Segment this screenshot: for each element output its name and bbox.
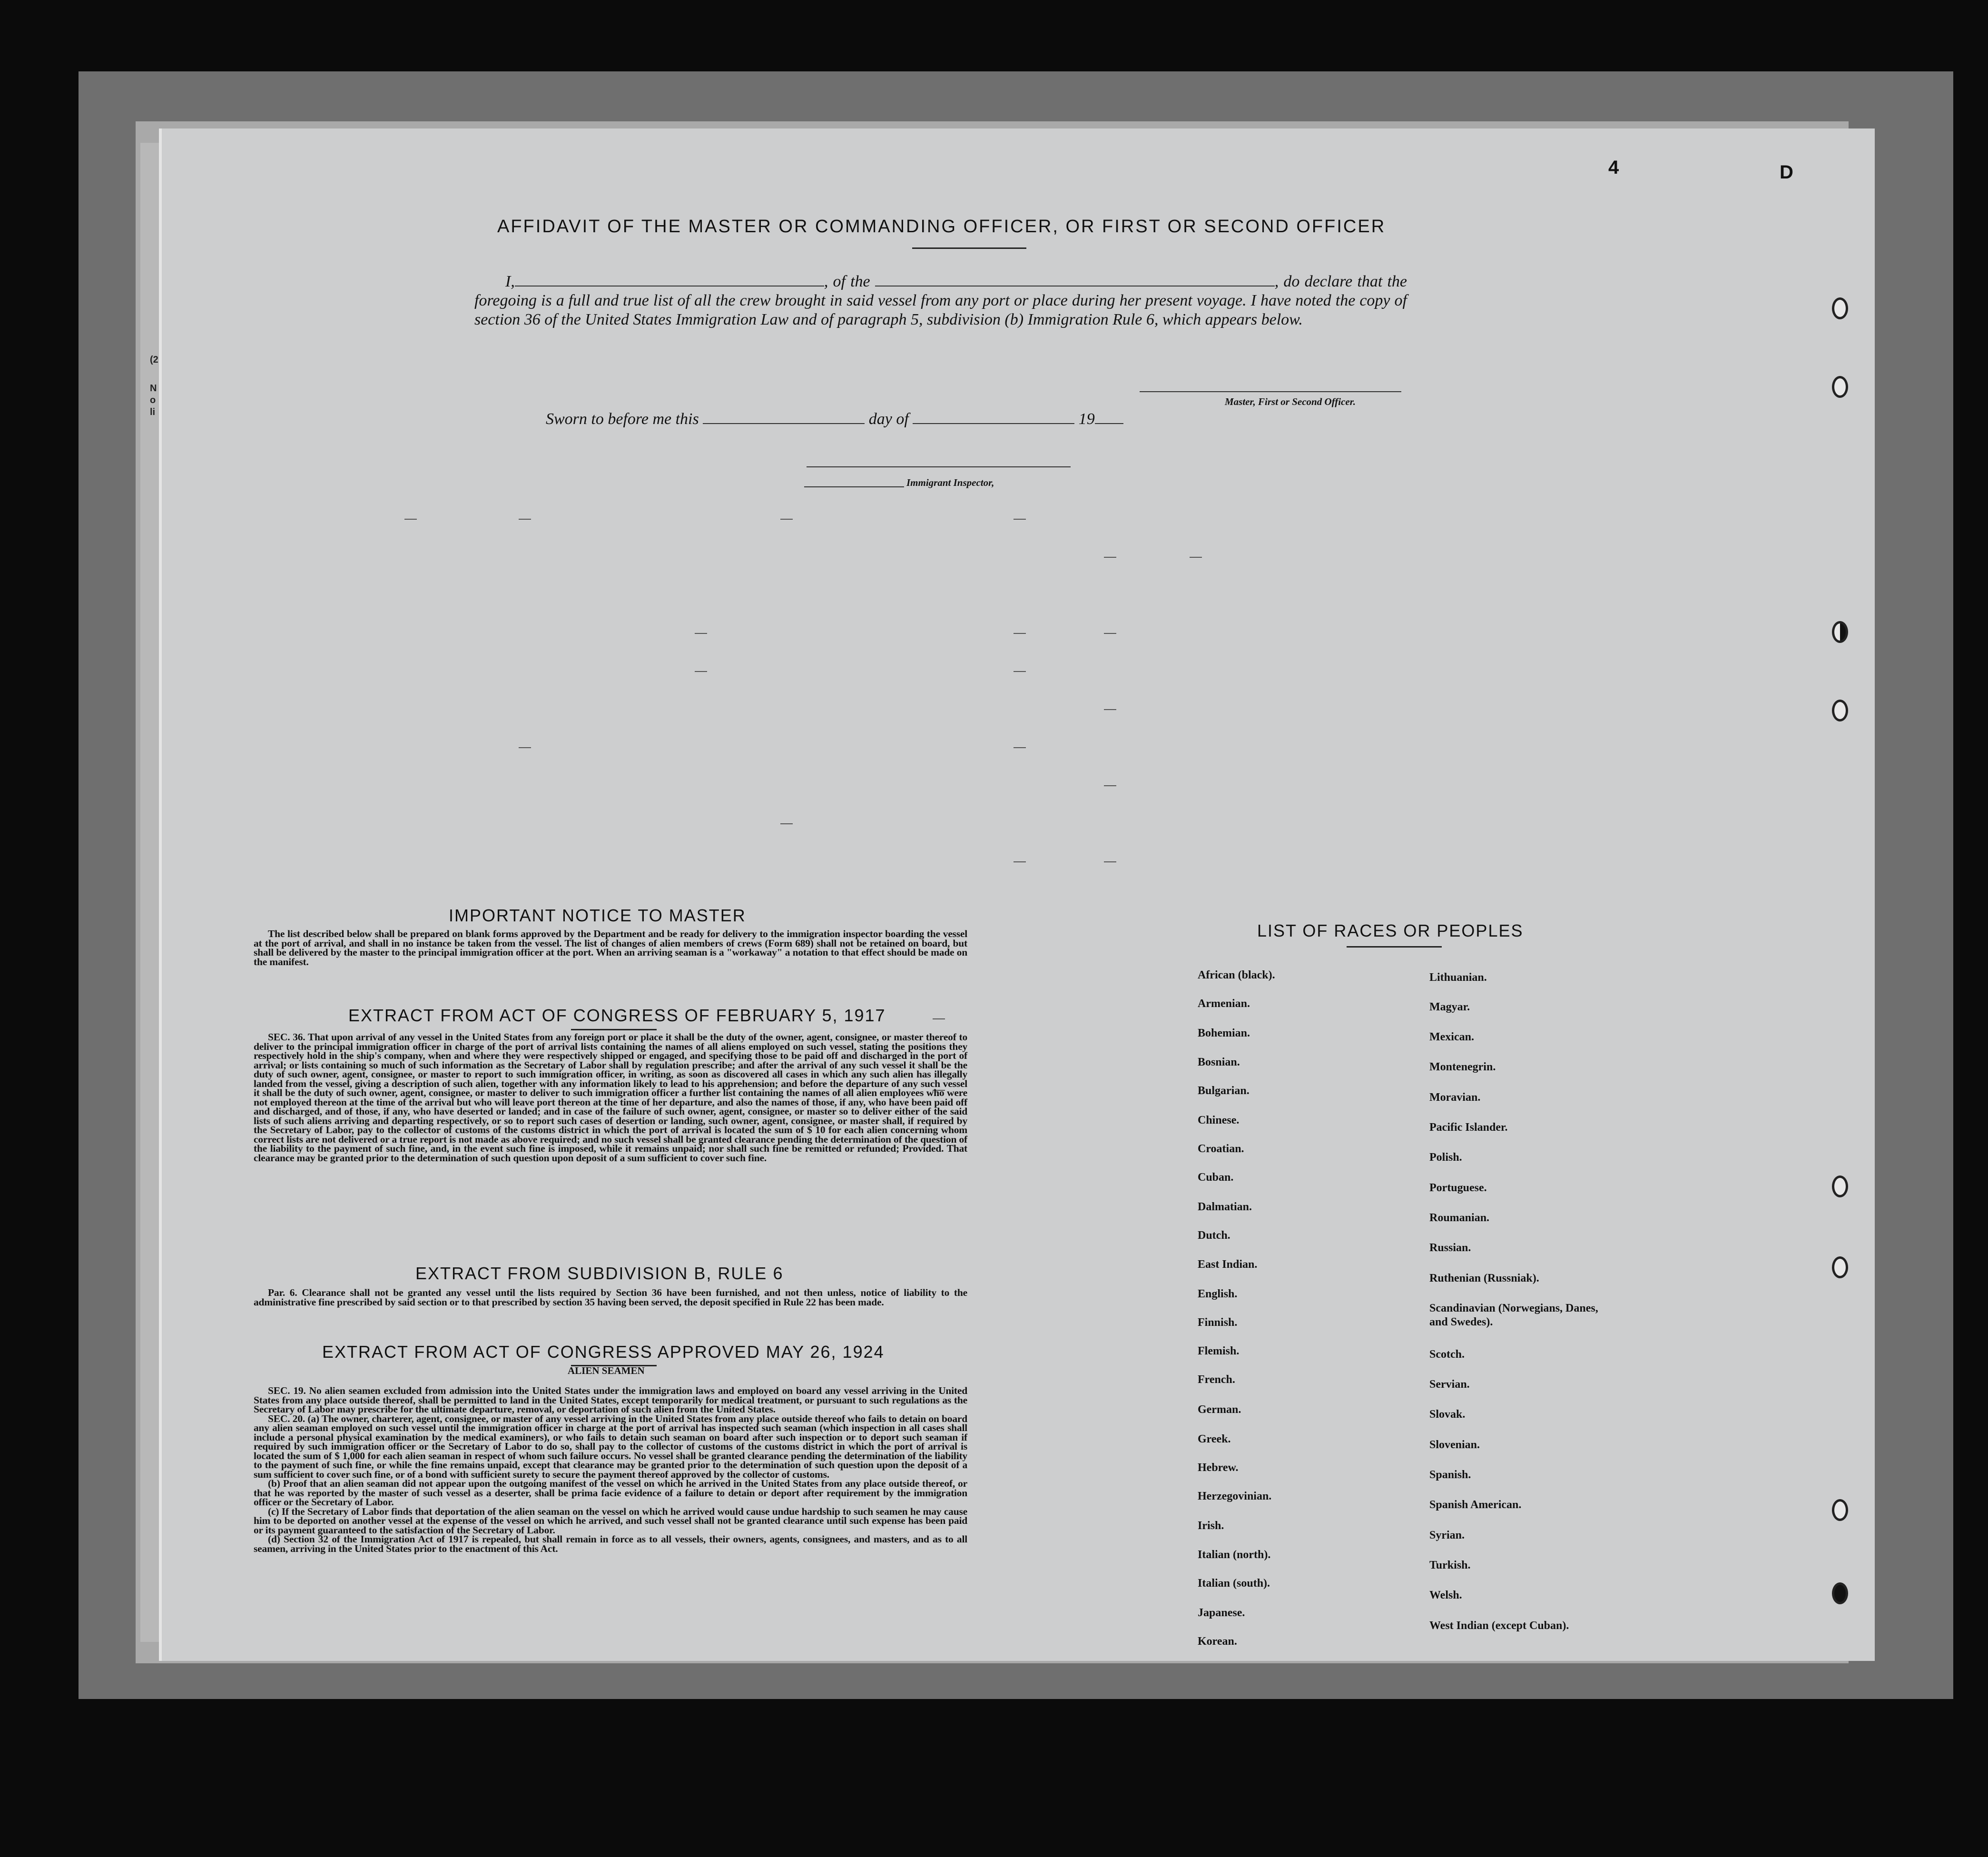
- race-item: German.: [1198, 1403, 1241, 1416]
- race-item: Magyar.: [1429, 1001, 1470, 1013]
- punch-hole-icon: [1832, 1499, 1848, 1521]
- race-item: Welsh.: [1429, 1589, 1462, 1601]
- race-item: Greek.: [1198, 1433, 1231, 1445]
- dash-mark: [404, 519, 417, 520]
- sub-d-paragraph: (d) Section 32 of the Immigration Act of 1917 is repealed, but shall remain in force as to all vessels, their owners, agents, consignees, and masters, and as to all seamen, arriving in the United States prior to the enactment of this Act.: [254, 1533, 967, 1554]
- punch-hole-icon: [1832, 1256, 1848, 1278]
- sec-20-paragraph: SEC. 20. (a) The owner, charterer, agent, consignee, or master of any vessel arriving in the United States from any place outside thereof who fails to detain on board any alien seaman employed on such vessel until the immigration officer in charge at the port of arrival has inspected such seaman (which inspection in all cases shall include a personal physical examination by the medical examiners), or who fails to detain such seaman on board after such inspection or to deport such seaman if required by such immigration officer or the Secretary of Labor to do so, shall pay to the collector of customs of the customs district in which the port of arrival is located the sum of $ 1,000 for each alien seaman in respect of whom such failure occurs. No vessel shall be granted clearance pending the determination of the liability to the payment of such fine, or while the fine remains unpaid, except that clearance may be granted prior to the determination of such question upon the deposit of a sum sufficient to cover such fine, or of a bond with sufficient surety to secure the payment thereof approved by the collector of customs.: [254, 1413, 967, 1480]
- day-of-label: day of: [868, 410, 909, 428]
- extract-1924-text: [254, 1386, 967, 1553]
- dash-mark: [1190, 557, 1202, 558]
- sec-19-paragraph: SEC. 19. No alien seamen excluded from admission into the United States under the immigration laws and employed on board any vessel arriving in the United States from any place outside thereof, shall be permitted to land in the United States, except temporarily for medical treatment, or pursuant to such regulations as the Secretary of Labor may prescribe for the ultimate departure, removal, or deportation of such alien from the United States.: [254, 1385, 967, 1415]
- race-item: Roumanian.: [1429, 1212, 1490, 1224]
- notice-text: [254, 929, 967, 967]
- dash-mark: [1104, 785, 1116, 786]
- par-6-paragraph: Par. 6. Clearance shall not be granted any vessel until the lists required by Section 36 have been furnished, and not then unless, notice of liability to the administrative fine prescribed by said section or to that prescribed by section 35 having been served, the deposit specified in Rule 22 has been made.: [254, 1287, 967, 1308]
- declaration-paragraph: [474, 272, 1407, 329]
- strip-mark: (2: [150, 355, 158, 365]
- affidavit-title: AFFIDAVIT OF THE MASTER OR COMMANDING OFFICER, OR FIRST OR SECOND OFFICER: [497, 217, 1386, 237]
- race-item: Polish.: [1429, 1151, 1462, 1164]
- race-item: Italian (north).: [1198, 1549, 1271, 1561]
- inspector-line[interactable]: [807, 466, 1071, 467]
- title-underline: [912, 247, 1026, 249]
- sworn-line: [546, 410, 1123, 428]
- dash-mark: [780, 823, 793, 824]
- dash-mark: [933, 1018, 945, 1019]
- subdivision-text: [254, 1288, 967, 1307]
- race-item: Bulgarian.: [1198, 1085, 1250, 1097]
- race-item: Montenegrin.: [1429, 1061, 1496, 1073]
- race-item: Slovak.: [1429, 1408, 1466, 1421]
- corner-mark: 4: [1608, 157, 1619, 178]
- race-item: Croatian.: [1198, 1143, 1244, 1155]
- extract-1917-heading: EXTRACT FROM ACT OF CONGRESS OF FEBRUARY 5, 1917: [348, 1006, 886, 1025]
- race-item: Moravian.: [1429, 1091, 1481, 1104]
- dash-mark: [695, 671, 707, 672]
- race-item: Scandinavian (Norwegians, Danes, and Swedes).: [1429, 1302, 1598, 1328]
- punch-hole-icon: [1832, 1175, 1848, 1197]
- race-item: Mexican.: [1429, 1031, 1474, 1043]
- notice-heading: IMPORTANT NOTICE TO MASTER: [449, 906, 746, 925]
- race-item: Slovenian.: [1429, 1439, 1480, 1451]
- signature-label: Master, First or Second Officer.: [1225, 396, 1356, 407]
- race-item: West Indian (except Cuban).: [1429, 1620, 1569, 1632]
- sub-b-paragraph: (b) Proof that an alien seaman did not appear upon the outgoing manifest of the vessel on which he arrived in the United States from any place outside thereof, or that he was reported by the master of such vessel as a deserter, shall be prima facie evidence of a failure to detain or deport after requirement by the immigration officer or the Secretary of Labor.: [254, 1478, 967, 1508]
- race-item: Lithuanian.: [1429, 971, 1487, 984]
- race-item: Cuban.: [1198, 1171, 1234, 1184]
- corner-mark: D: [1780, 162, 1793, 183]
- punch-hole-icon: [1832, 621, 1848, 643]
- race-item: Finnish.: [1198, 1316, 1238, 1329]
- race-item: Servian.: [1429, 1378, 1470, 1391]
- alien-seamen-subheading: ALIEN SEAMEN: [568, 1365, 645, 1376]
- race-item: Herzegovinian.: [1198, 1490, 1272, 1502]
- extract-1917-text: [254, 1033, 967, 1163]
- punch-hole-icon: [1832, 376, 1848, 398]
- dash-mark: [780, 519, 793, 520]
- race-item: Bohemian.: [1198, 1027, 1250, 1039]
- race-item: Armenian.: [1198, 998, 1250, 1010]
- race-item: African (black).: [1198, 969, 1275, 981]
- race-item: Syrian.: [1429, 1529, 1465, 1541]
- declaration-text: that the foregoing is a full and true list of all the crew brought in said vessel from any port or place during her present voyage. I have noted the copy of section 36 of the United States Immigration Law and of paragraph 5, subdivision (b) Immigration Rule 6, which appears below.: [474, 273, 1407, 328]
- section-36-paragraph: SEC. 36. That upon arrival of any vessel in the United States from any foreign port or place it shall be the duty of the owner, agent, consignee, or master thereof to deliver to the principal immigration officer in charge of the port of arrival lists containing the names of all aliens employed on such vessel, stating the positions they respectively hold in the ship's company, when and where they were respectively shipped or engaged, and specifying those to be paid off and discharged in the port of arrival; or lists containing so much of such information as the Secretary of Labor shall by regulation prescribe; and after the arrival of any such vessel it shall be the duty of such owner, agent, consignee, or master to report to such immigration officer, in writing, as soon as discovered all cases in which any such alien has illegally landed from the vessel, giving a description of such alien, together with any information likely to lead to his apprehension; and before the departure of any such vessel it shall be the duty of such owner, agent, consignee, or master to deliver to such immigration officer a further list containing the names of all alien employees who were not employed thereon at the time of the arrival but who will leave port thereon at the time of her departure, and also the names of those, if any, who have been paid off and discharged, and of those, if any, who have deserted or landed; and in case of the failure of such owner, agent, consignee, or master so to deliver either of the said lists of such aliens arriving and departing respectively, or so to report such cases of desertion or landing, such owner, agent, consignee, or master shall, if required by the Secretary of Labor, pay to the collector of customs of the customs district in which the port of arrival is located the sum of $ 10 for each alien concerning whom correct lists are not delivered or a true report is not made as above required; and no such vessel shall be granted clearance pending the determination of the question of the liability to the payment of such fine, and, in the event such fine is imposed, while it remains unpaid; nor shall such fine be remitted or refunded; Provided. That clearance may be granted prior to the determination of such question upon deposit of a sum sufficient to cover such fine.: [254, 1031, 967, 1164]
- punch-hole-icon: [1832, 700, 1848, 721]
- strip-mark: N: [150, 383, 157, 394]
- day-field[interactable]: [703, 423, 865, 424]
- race-item: Spanish American.: [1429, 1499, 1522, 1511]
- month-field[interactable]: [913, 423, 1074, 424]
- signature-line[interactable]: [1140, 391, 1401, 392]
- race-item: Portuguese.: [1429, 1182, 1487, 1194]
- dash-mark: [1104, 557, 1116, 558]
- race-item: Chinese.: [1198, 1114, 1240, 1126]
- i-label: I,: [505, 273, 515, 290]
- races-heading: LIST OF RACES OR PEOPLES: [1257, 921, 1524, 940]
- dash-mark: [1104, 709, 1116, 710]
- left-margin-strip: [140, 143, 159, 1642]
- of-the-label: , of the: [824, 273, 870, 290]
- race-item: English.: [1198, 1288, 1238, 1300]
- inspector-line: [804, 486, 904, 487]
- sub-c-paragraph: (c) If the Secretary of Labor finds that deportation of the alien seaman on the vessel on which he arrived would cause undue hardship to such seamen he may cause him to be deported on another vessel at the expense of the vessel on which he arrived, and such vessel shall not be granted clearance until such expense has been paid or its payment guaranteed to the satisfaction of the Secretary of Labor.: [254, 1505, 967, 1536]
- sworn-text: Sworn to before me this: [546, 410, 699, 428]
- race-item: Ruthenian (Russniak).: [1429, 1272, 1539, 1284]
- dash-mark: [1014, 747, 1026, 748]
- dash-mark: [1014, 633, 1026, 634]
- dash-mark: [1014, 861, 1026, 862]
- race-item: Russian.: [1429, 1242, 1471, 1254]
- race-item: Irish.: [1198, 1520, 1224, 1532]
- heading-rule: [571, 1029, 657, 1030]
- inspector-label: Immigrant Inspector,: [906, 477, 994, 488]
- heading-rule: [1347, 946, 1442, 948]
- strip-mark: o: [150, 395, 156, 405]
- dash-mark: [695, 633, 707, 634]
- punch-hole-icon: [1832, 1582, 1848, 1604]
- race-item: Scotch.: [1429, 1348, 1465, 1361]
- extract-1924-heading: EXTRACT FROM ACT OF CONGRESS APPROVED MAY 26, 1924: [322, 1342, 885, 1362]
- race-item: Hebrew.: [1198, 1462, 1239, 1474]
- dash-mark: [1104, 633, 1116, 634]
- subdivision-heading: EXTRACT FROM SUBDIVISION B, RULE 6: [415, 1264, 784, 1283]
- dash-mark: [1014, 671, 1026, 672]
- race-item: Italian (south).: [1198, 1577, 1270, 1590]
- race-item: Japanese.: [1198, 1607, 1245, 1619]
- race-item: Dutch.: [1198, 1229, 1230, 1242]
- dash-mark: [519, 747, 531, 748]
- race-item: Turkish.: [1429, 1559, 1471, 1571]
- dash-mark: [1104, 861, 1116, 862]
- race-item: Dalmatian.: [1198, 1201, 1252, 1213]
- dash-mark: [519, 519, 531, 520]
- race-item: French.: [1198, 1373, 1235, 1386]
- race-item: Korean.: [1198, 1635, 1237, 1648]
- do-declare-label: , do declare: [1274, 273, 1353, 290]
- race-item: Flemish.: [1198, 1345, 1240, 1357]
- year-field[interactable]: [1095, 423, 1123, 424]
- dash-mark: [1014, 519, 1026, 520]
- race-item: Spanish.: [1429, 1469, 1471, 1481]
- race-item: Bosnian.: [1198, 1056, 1240, 1068]
- race-item: East Indian.: [1198, 1258, 1258, 1271]
- race-item: Pacific Islander.: [1429, 1121, 1508, 1134]
- punch-hole-icon: [1832, 297, 1848, 319]
- year-prefix: 19: [1078, 410, 1095, 428]
- notice-paragraph: The list described below shall be prepared on blank forms approved by the Department and be ready for delivery to the immigration inspector boarding the vessel at the port of arrival, and shall in no instance be taken from the vessel. The list of changes of alien members of crews (Form 689) shall not be retained on board, but shall be delivered by the master to the principal immigration officer at the port. When an arriving seaman is a "workaway" a notation to that effect should be made on the manifest.: [254, 928, 967, 968]
- strip-mark: li: [150, 407, 156, 417]
